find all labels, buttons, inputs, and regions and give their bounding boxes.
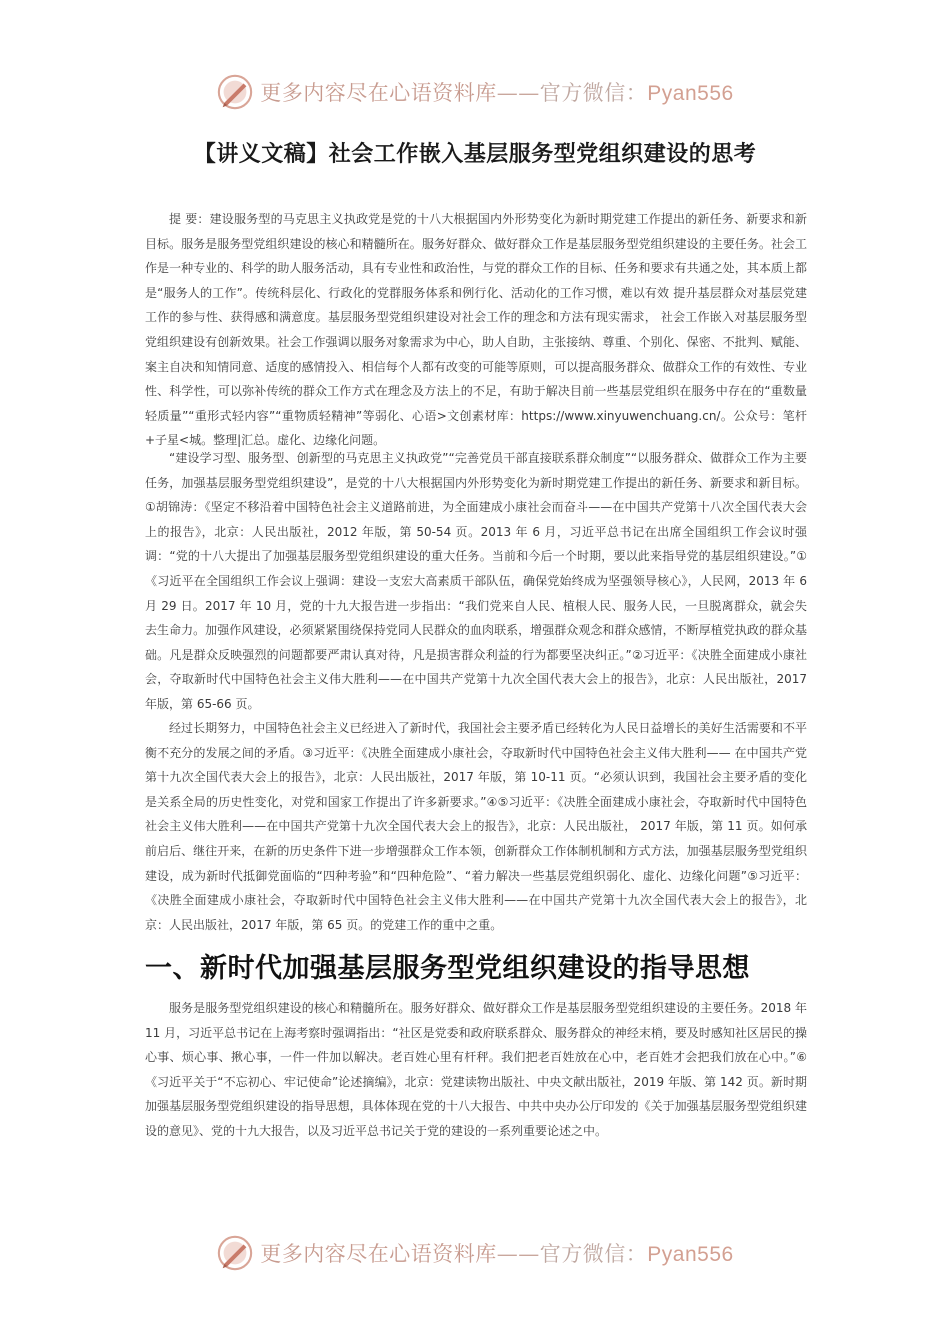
watermark-text — [260, 1238, 733, 1268]
watermark-text — [260, 77, 733, 107]
watermark-wechat-id: Pyan556 — [647, 82, 734, 105]
body-paragraph: 经过长期努力，中国特色社会主义已经进入了新时代，我国社会主要矛盾已经转化为人民日益增长的美好生活需要和不平衡不充分的发展之间的矛盾。③习近平：《决胜全面建成小康社会，夺取新时代中国特色社会主义伟大胜利—— 在中国共产党第十九次全国代表大会上的报告》，北京：人民出版社，2017 年版，第 10-11 页。“必须认识到，我国社会主要矛盾的变化是关系全局的历史性变化，对党和国家工作提出了许多新要求。”④⑤习近平：《决胜全面建成小康社会，夺取新时代中国特色社会主义伟大胜利——在中国共产党第十九次全国代表大会上的报告》，北京：人民出版社， 2017 年版，第 11 页。如何承前启后、继往开来，在新的历史条件下进一步增强群众工作本领，创新群众工作体制机制和方式方法，加强基层服务型党组织建设，成为新时代抵御党面临的“四种考验”和“四种危险”、“着力解决一些基层党组织弱化、虚化、边缘化问题”⑤习近平：《决胜全面建成小康社会，夺取新时代中国特色社会主义伟大胜利——在中国共产党第十九次全国代表大会上的报告》，北京：人民出版社，2017 年版，第 65 页。的党建工作的重中之重。 — [145, 721, 807, 932]
watermark-dash: —— — [496, 1242, 540, 1266]
watermark-library: 更多内容尽在心语资料库 — [260, 1242, 497, 1266]
watermark-library: 更多内容尽在心语资料库 — [260, 81, 497, 105]
watermark-wechat-label: 官方微信： — [539, 1242, 648, 1266]
watermark-dash: —— — [496, 81, 540, 105]
body-paragraph: 服务是服务型党组织建设的核心和精髓所在。服务好群众、做好群众工作是基层服务型党组织建设的主要任务。2018 年 11 月，习近平总书记在上海考察时强调指出：“社区是党委和政府联系群众、服务群众的神经末梢，要及时感知社区居民的操心事、烦心事、揪心事，一件一件加以解决。老百姓心里有杆秤。我们把老百姓放在心中，老百姓才会把我们放在心中。”⑥《习近平关于“不忘初心、牢记使命”论述摘编》，北京：党建读物出版社、中央文献出版社，2019 年版、第 142 页。新时期加强基层服务型党组织建设的指导思想，具体体现在党的十八大报告、中共中央办公厅印发的《关于加强基层服务型党组织建设的意见》、党的十九大报告，以及习近平总书记关于党的建设的一系列重要论述之中。 — [145, 1001, 807, 1138]
body-paragraph: “建设学习型、服务型、创新型的马克思主义执政党”“完善党员干部直接联系群众制度”“以服务群众、做群众工作为主要任务，加强基层服务型党组织建设”，是党的十八大根据国内外形势变化为新时期党建工作提出的新任务、新要求和新目标。①胡锦涛：《坚定不移沿着中国特色社会主义道路前进，为全面建成小康社会而奋斗——在中国共产党第十八次全国代表大会上的报告》，北京：人民出版社，2012 年版，第 50-54 页。2013 年 6 月，习近平总书记在出席全国组织工作会议时强调：“党的十八大提出了加强基层服务型党组织建设的重大任务。当前和今后一个时期，要以此来指导党的基层组织建设。”①《习近平在全国组织工作会议上强调：建设一支宏大高素质干部队伍，确保党始终成为坚强领导核心》，人民网，2013 年 6 月 29 日。2017 年 10 月，党的十九大报告进一步指出：“我们党来自人民、植根人民、服务人民，一旦脱离群众，就会失去生命力。加强作风建设，必须紧紧围绕保持党同人民群众的血肉联系，增强群众观念和群众感情，不断厚植党执政的群众基础。凡是群众反映强烈的问题都要严肃认真对待，凡是损害群众利益的行为都要坚决纠正。”②习近平：《决胜全面建成小康社会，夺取新时代中国特色社会主义伟大胜利——在中国共产党第十九次全国代表大会上的报告》，北京：人民出版社，2017 年版，第 65-66 页。 — [145, 451, 807, 711]
pen-logo-icon — [216, 73, 254, 111]
watermark-wechat-label: 官方微信： — [539, 81, 648, 105]
header-watermark — [0, 72, 950, 112]
watermark-wechat-id: Pyan556 — [647, 1243, 734, 1266]
section-heading: 一、新时代加强基层服务型党组织建设的指导思想 — [145, 953, 750, 984]
document-title: 【讲义文稿】社会工作嵌入基层服务型党组织建设的思考 — [193, 142, 757, 167]
footer-watermark — [0, 1233, 950, 1273]
abstract-paragraph: 提 要：建设服务型的马克思主义执政党是党的十八大根据国内外形势变化为新时期党建工作提出的新任务、新要求和新目标。服务是服务型党组织建设的核心和精髓所在。服务好群众、做好群众工作是基层服务型党组织建设的主要任务。社会工作是一种专业的、科学的助人服务活动，具有专业性和政治性，与党的群众工作的目标、任务和要求有共通之处，其本质上都是“服务人的工作”。传统科层化、行政化的党群服务体系和例行化、活动化的工作习惯，难以有效 提升基层群众对基层党建工作的参与性、获得感和满意度。基层服务型党组织建设对社会工作的理念和方法有现实需求， 社会工作嵌入对基层服务型党组织建设有创新效果。社会工作强调以服务对象需求为中心，助人自助，主张接纳、尊重、个别化、保密、不批判、赋能、案主自决和知情同意、适度的感情投入、相信每个人都有改变的可能等原则，可以提高服务群众、做群众工作的有效性、专业性、科学性，可以弥补传统的群众工作方式在理念及方法上的不足，有助于解决目前一些基层党组织在服务中存在的“重数量轻质量”“重形式轻内容”“重物质轻精神”等弱化、心语>文创素材库：https://www.xinyuwenchuang.cn/。公众号：笔杆+子星<城。整理|汇总。虚化、边缘化问题。 — [145, 212, 807, 448]
pen-logo-icon — [216, 1234, 254, 1272]
